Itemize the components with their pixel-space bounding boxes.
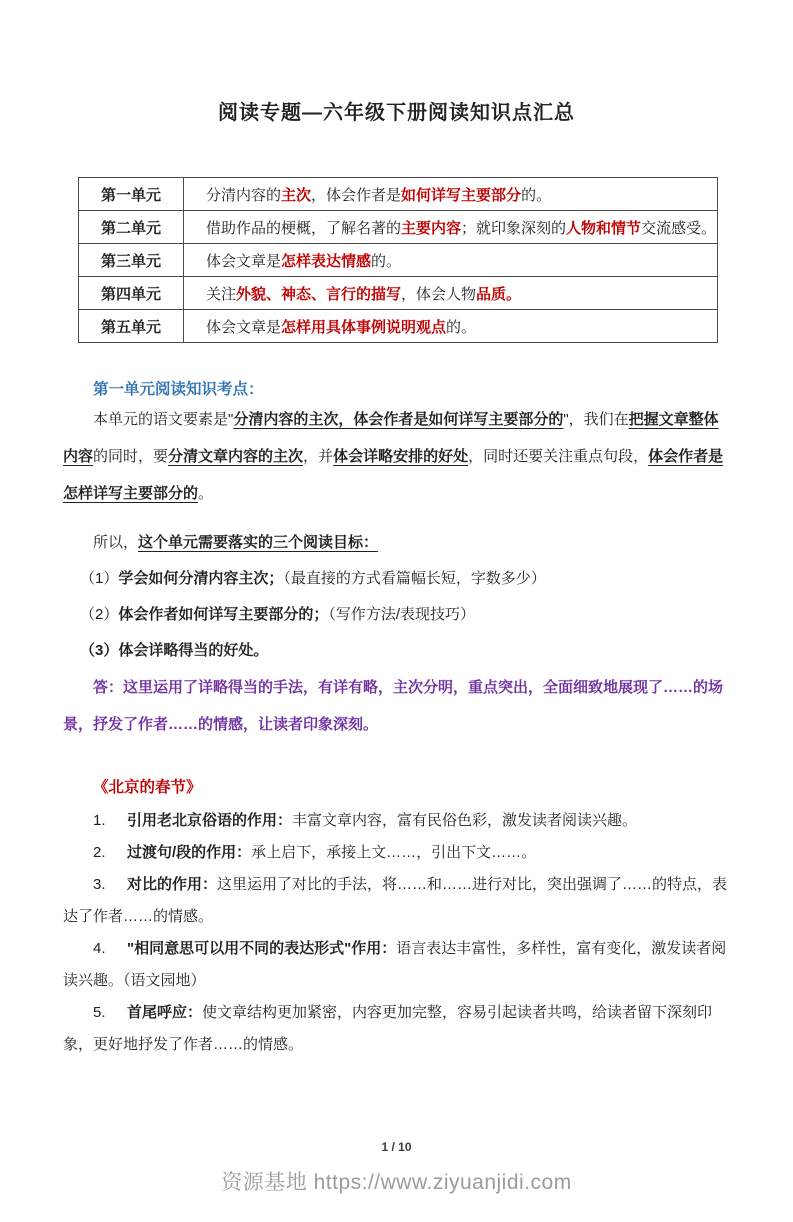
goal-item-1: （1）学会如何分清内容主次；（最直接的方式看篇幅长短，字数多少） (80, 570, 546, 587)
content-cell: 分清内容的主次，体会作者是如何详写主要部分的。 (184, 178, 718, 211)
table-row (79, 178, 718, 211)
item-number: 2. (93, 844, 106, 861)
list-item-2 (63, 837, 730, 869)
watermark-text: 资源基地 https://www.ziyuanjidi.com (221, 1171, 572, 1194)
content-cell: 借助作品的梗概，了解名著的主要内容；就印象深刻的人物和情节交流感受。 (184, 211, 718, 244)
item-text: 引用老北京俗语的作用：丰富文章内容，富有民俗色彩，激发读者阅读兴趣。 (127, 812, 638, 829)
table-row (79, 310, 718, 343)
list-item-3 (63, 869, 730, 933)
goals-intro: 所以，这个单元需要落实的三个阅读目标： (93, 534, 379, 551)
item-number: 4. (93, 940, 106, 957)
unit-summary-table (78, 177, 718, 343)
table-row (79, 277, 718, 310)
goal-item-2: （2）体会作者如何详写主要部分的；（写作方法/表现技巧） (80, 606, 476, 623)
book-title-heading: 《北京的春节》 (93, 779, 202, 796)
unit-cell: 第五单元 (79, 310, 184, 343)
section-heading: 第一单元阅读知识考点： (93, 381, 264, 398)
document-body (0, 100, 793, 1061)
item-number: 3. (93, 876, 106, 893)
item-number: 1. (93, 812, 106, 829)
item-number: 5. (93, 1004, 106, 1021)
list-item-1 (63, 805, 730, 837)
content-cell: 关注外貌、神态、言行的描写，体会人物品质。 (184, 277, 718, 310)
list-item-4 (63, 933, 730, 997)
unit-cell: 第三单元 (79, 244, 184, 277)
document-page (0, 100, 793, 1222)
unit-cell: 第一单元 (79, 178, 184, 211)
page-number: 1 / 10 (381, 1140, 412, 1154)
page-title: 阅读专题—六年级下册阅读知识点汇总 (218, 102, 575, 124)
item-text: 过渡句/段的作用：承上启下，承接上文……，引出下文……。 (127, 844, 537, 861)
unit-cell: 第二单元 (79, 211, 184, 244)
table-row (79, 211, 718, 244)
unit-overview-paragraph: 本单元的语文要素是"分清内容的主次，体会作者是如何详写主要部分的"，我们在把握文章整体内容的同时，要分清文章内容的主次，并体会详略安排的好处，同时还要关注重点句段，体会作者是怎样详写主要部分的。 (63, 411, 724, 502)
goal-item-3: （3）体会详略得当的好处。 (80, 642, 269, 659)
table-row (79, 244, 718, 277)
content-cell: 体会文章是怎样表达情感的。 (184, 244, 718, 277)
list-item-5 (63, 997, 730, 1061)
item-text: 对比的作用：这里运用了对比的手法，将……和……进行对比，突出强调了……的特点，表达了作者……的情感。 (63, 876, 728, 925)
item-text: 首尾呼应：使文章结构更加紧密，内容更加完整，容易引起读者共鸣，给读者留下深刻印象，更好地抒发了作者……的情感。 (63, 1004, 713, 1053)
content-cell: 体会文章是怎样用具体事例说明观点的。 (184, 310, 718, 343)
item-text: "相同意思可以用不同的表达形式"作用：语言表达丰富性，多样性，富有变化，激发读者阅读兴趣。（语文园地） (63, 940, 727, 989)
answer-paragraph: 答：这里运用了详略得当的手法，有详有略，主次分明，重点突出，全面细致地展现了……的场景，抒发了作者……的情感，让读者印象深刻。 (63, 679, 724, 733)
unit-cell: 第四单元 (79, 277, 184, 310)
